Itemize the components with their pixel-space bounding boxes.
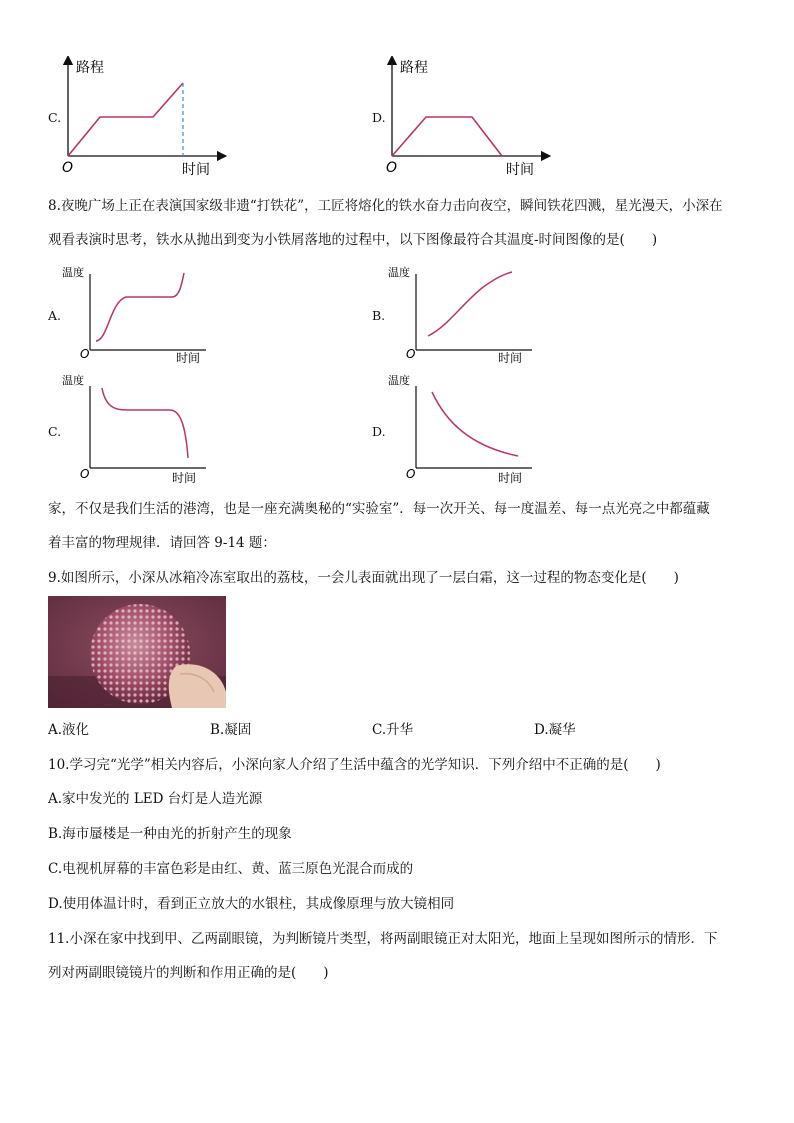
origin-label: O	[386, 160, 398, 176]
y-axis-label: 温度	[62, 374, 84, 387]
q7-graph-c	[58, 56, 228, 180]
q8-graph-c	[60, 372, 210, 484]
y-axis-label: 温度	[388, 266, 410, 279]
y-axis-label: 温度	[62, 266, 84, 279]
origin-label: O	[406, 467, 416, 481]
q8-stem-line1: 8.夜晚广场上正在表演国家级非遗“打铁花”，工匠将熔化的铁水奋力击向夜空，瞬间铁花四溅，星光漫天，小深在	[48, 198, 723, 214]
q9-option-c[interactable]: C.升华	[372, 722, 414, 738]
q8-option-a-label: A.	[48, 308, 62, 323]
y-axis-label: 路程	[400, 60, 428, 76]
graph-curve	[102, 388, 188, 458]
q8-option-d-label: D.	[372, 424, 386, 439]
x-axis-label: 时间	[498, 471, 523, 484]
q10-stem: 10.学习完“光学”相关内容后，小深向家人介绍了生活中蕴含的光学知识．下列介绍中不正确的是( )	[48, 757, 661, 773]
q8-graph-a	[60, 262, 210, 366]
q8-graph-b	[386, 262, 536, 366]
q7-graph-d	[382, 56, 552, 180]
graph-curve	[428, 272, 512, 336]
q9-option-b[interactable]: B.凝固	[210, 722, 252, 738]
frosted-lychee-photo	[48, 596, 226, 708]
graph-curve	[432, 392, 518, 456]
y-axis-label: 路程	[76, 60, 104, 76]
intro-line2: 着丰富的物理规律．请回答 9-14 题：	[48, 535, 276, 551]
q11-stem-line2: 列对两副眼镜镜片的判断和作用正确的是( )	[48, 965, 329, 981]
q9-stem: 9.如图所示，小深从冰箱冷冻室取出的荔枝，一会儿表面就出现了一层白霜，这一过程的物态变化是( )	[48, 570, 679, 586]
intro-line1: 家，不仅是我们生活的港湾，也是一座充满奥秘的“实验室”．每一次开关、每一度温差、每一点光亮之中都蕴藏	[48, 501, 710, 517]
q7-option-c-label: C.	[48, 110, 62, 125]
origin-label: O	[80, 347, 90, 361]
graph-curve	[392, 117, 502, 156]
q10-option-a[interactable]: A.家中发光的 LED 台灯是人造光源	[48, 791, 263, 807]
origin-label: O	[80, 467, 90, 481]
graph-curve	[68, 83, 183, 156]
graph-curve	[96, 273, 184, 341]
q8-stem-line2: 观看表演时思考，铁水从抛出到变为小铁屑落地的过程中，以下图像最符合其温度-时间图像的是( )	[48, 232, 658, 248]
x-axis-label: 时间	[182, 162, 210, 178]
q10-option-b[interactable]: B.海市蜃楼是一种由光的折射产生的现象	[48, 826, 292, 842]
x-axis-label: 时间	[498, 351, 523, 365]
q8-option-c-label: C.	[48, 424, 62, 439]
origin-label: O	[62, 160, 74, 176]
q8-graph-d	[386, 372, 536, 484]
q9-option-a[interactable]: A.液化	[48, 722, 90, 738]
q10-option-d[interactable]: D.使用体温计时，看到正立放大的水银柱，其成像原理与放大镜相同	[48, 896, 455, 912]
x-axis-label: 时间	[172, 471, 197, 484]
x-axis-label: 时间	[176, 351, 201, 365]
q9-option-d[interactable]: D.凝华	[534, 722, 576, 738]
q11-stem-line1: 11.小深在家中找到甲、乙两副眼镜，为判断镜片类型，将两副眼镜正对太阳光，地面上呈现如图所示的情形．下	[48, 931, 718, 947]
q8-option-b-label: B.	[372, 308, 386, 323]
x-axis-label: 时间	[506, 162, 534, 178]
origin-label: O	[406, 347, 416, 361]
q10-option-c[interactable]: C.电视机屏幕的丰富色彩是由红、黄、蓝三原色光混合而成的	[48, 861, 414, 877]
y-axis-label: 温度	[388, 374, 410, 387]
q7-option-d-label: D.	[372, 110, 386, 125]
